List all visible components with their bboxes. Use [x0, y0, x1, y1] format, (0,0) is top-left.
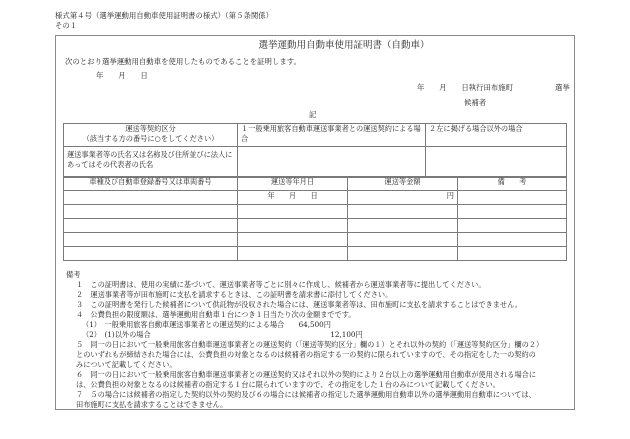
- amount-cell[interactable]: [348, 219, 458, 233]
- amount-cell[interactable]: [348, 247, 458, 261]
- remarks-cell[interactable]: [458, 247, 567, 261]
- vehicle-cell[interactable]: [64, 205, 238, 219]
- date-cell[interactable]: [238, 247, 348, 261]
- notes-heading: 備考: [66, 270, 81, 279]
- contract-category-header: [64, 124, 238, 147]
- vehicle-cell[interactable]: [64, 247, 238, 261]
- note-item: ２ 運送事業者等が田布施町に支払を請求するときは、この証明書を請求書に添付してください。: [76, 290, 393, 299]
- election-suffix: 選挙: [555, 83, 570, 92]
- form-sub-label: その１: [55, 21, 78, 30]
- column-header-amount: 運送等金額: [348, 177, 458, 191]
- remarks-cell[interactable]: [458, 219, 567, 233]
- remarks-cell[interactable]: [458, 205, 567, 219]
- vehicle-cell[interactable]: [64, 191, 238, 205]
- table-row: [64, 247, 567, 261]
- date-cell[interactable]: [238, 233, 348, 247]
- amount-cell[interactable]: [348, 233, 458, 247]
- table-row: [64, 205, 567, 219]
- date-cell[interactable]: 年 月 日: [238, 191, 348, 205]
- contract-category-header-line1: 運送等契約区分: [125, 124, 176, 133]
- date-cell[interactable]: [238, 219, 348, 233]
- amount-cell[interactable]: [348, 205, 458, 219]
- ki-label: 記: [309, 110, 317, 119]
- note-item: ３ この証明書を発行した候補者について供託物が没収された場合には、運送事業者等は、田布施町に支払を請求することはできません。: [76, 300, 522, 309]
- vehicle-cell[interactable]: [64, 233, 238, 247]
- vehicle-cell[interactable]: [64, 219, 238, 233]
- note-item-continued: は、公費負担の対象となるのは候補者の指定する１台に限られていますので、その指定をした１台のみについて記載してください。: [76, 380, 500, 389]
- note-item: ５ 同一の日において一般乗用旅客自動車運送事業者との運送契約（「運送等契約区分」欄の１）とそれ以外の契約（「運送等契約区分」欄の２）: [76, 340, 544, 349]
- column-header-vehicle: 車種及び自動車登録番号又は車両番号: [64, 177, 238, 191]
- column-header-remarks: 備 考: [458, 177, 567, 191]
- note-subitem: （1） 一般乗用旅客自動車運送事業者との運送契約による場合 64,500円: [82, 320, 331, 329]
- amount-cell[interactable]: 円: [348, 191, 458, 205]
- note-item-continued: とのいずれもが締結された場合には、公費負担の対象となるのは候補者の指定する一の契約に限られていますので、その指定をした一の契約の: [76, 350, 536, 359]
- form-number-label: 様式第４号（選挙運動用自動車使用証明書の様式）（第５条関係）: [55, 11, 274, 20]
- date-cell[interactable]: [238, 205, 348, 219]
- table-row: [64, 191, 567, 205]
- contract-table: [63, 123, 567, 178]
- election-date-line: 年 月 日執行田布施町: [417, 83, 514, 92]
- note-item: ４ 公費負担の限度額は、選挙運動用自動車１台につき１日当たり次の金額までです。: [76, 310, 356, 319]
- contract-category-header-line2: （該当する方の番号に○をしてください）: [82, 133, 219, 143]
- note-item: １ この証明書は、使用の実績に基づいて、運送事業者等ごとに別々に作成し、候補者から運送事業者等に提出してください。: [76, 280, 486, 289]
- column-header-date: 運送等年月日: [238, 177, 348, 191]
- certificate-title: 選挙運動用自動車使用証明書（自動車）: [258, 40, 430, 51]
- operator-name-field-2[interactable]: [426, 147, 567, 178]
- remarks-cell[interactable]: [458, 191, 567, 205]
- remarks-cell[interactable]: [458, 233, 567, 247]
- certificate-statement: 次のとおり選挙運動用自動車を使用したものであることを証明します。: [65, 57, 301, 66]
- table-row: [64, 233, 567, 247]
- note-item-continued: 田布施町に支払を請求することはできません。: [76, 400, 228, 409]
- vehicle-table: [63, 176, 567, 261]
- note-item: ６ 同一の日において一般乗用旅客自動車運送事業者との運送契約又はそれ以外の契約により２台以上の選挙運動用自動車が使用される場合に: [76, 370, 537, 379]
- note-item: ７ ５の場合には候補者の指定した契約以外の契約及び６の場合には候補者の指定した選挙運動用自動車以外の選挙運動用自動車については、: [76, 390, 536, 399]
- operator-name-label: 運送事業者等の氏名又は名称及び住所並びに法人にあってはその代表者の氏名: [64, 147, 238, 178]
- contract-option-2[interactable]: ２左に掲げる場合以外の場合: [426, 124, 567, 147]
- contract-option-1[interactable]: １一般乗用旅客自動車運送事業者との運送契約による場合: [238, 124, 426, 147]
- table-row: [64, 219, 567, 233]
- issue-date: 年 月 日: [96, 71, 148, 80]
- operator-name-field-1[interactable]: [238, 147, 426, 178]
- note-item-continued: みについて記載してください。: [76, 360, 177, 369]
- candidate-label: 候補者: [464, 98, 487, 107]
- note-subitem: （2） (1)以外の場合 12,100円: [82, 330, 363, 339]
